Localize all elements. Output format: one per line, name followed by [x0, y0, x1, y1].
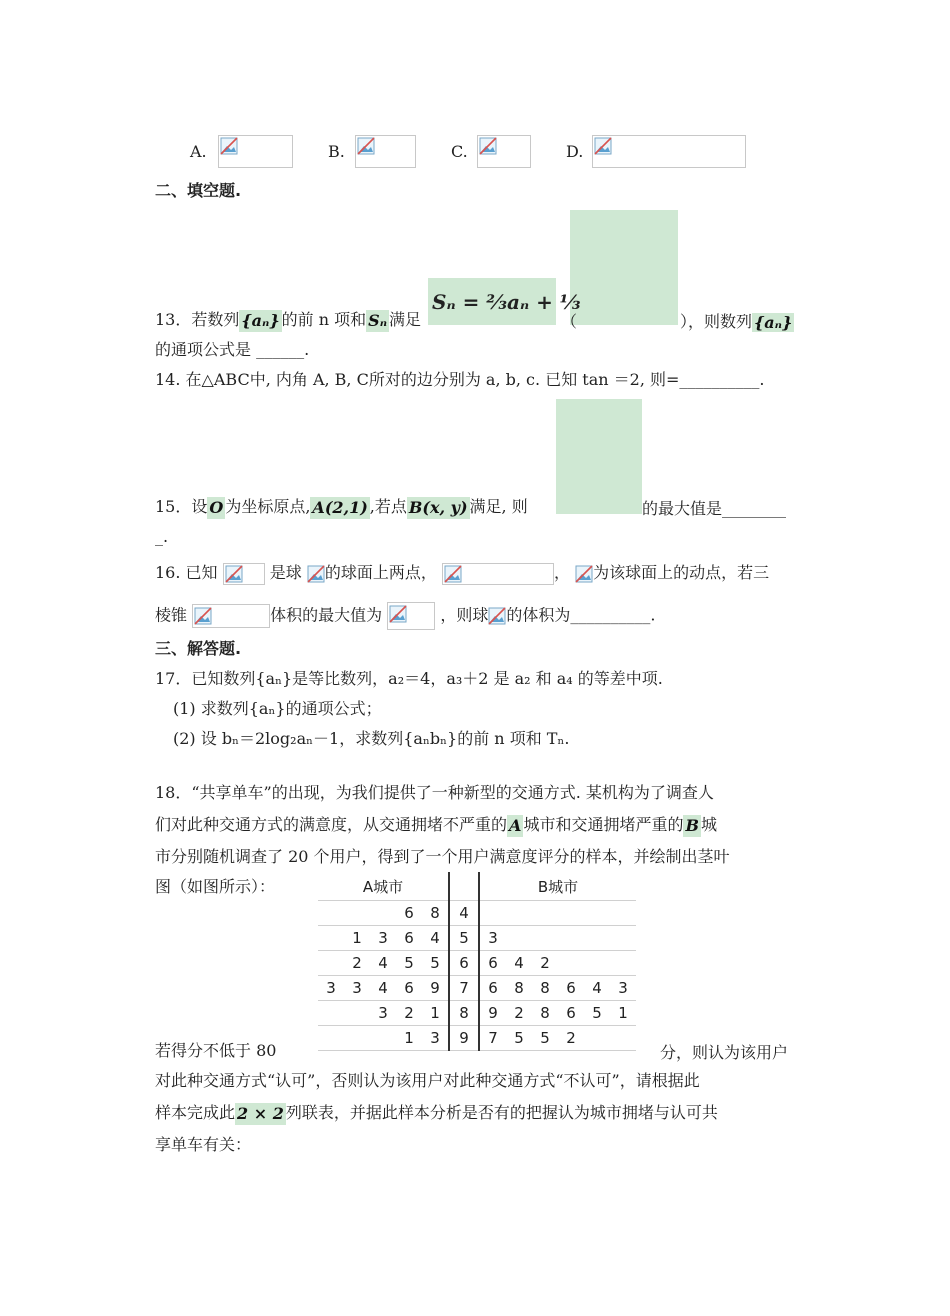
two-by-two-math: 2 × 2 — [237, 1103, 284, 1123]
leaf-a — [318, 951, 344, 976]
q16-image-ab — [223, 563, 265, 585]
leaf-b — [558, 951, 584, 976]
leaf-a: 2 — [396, 1001, 422, 1026]
q17-line1: 17．已知数列{aₙ}是等比数列，a₂＝4，a₃＋2 是 a₂ 和 a₄ 的等差中项. — [155, 669, 663, 688]
q18-line5b: 分，则认为该用户 — [660, 1043, 789, 1062]
leaf-b — [610, 951, 636, 976]
leaf-b — [558, 901, 584, 926]
leaf-a — [318, 926, 344, 951]
leaf-a: 4 — [370, 951, 396, 976]
q13-paren-open: （ — [561, 312, 578, 331]
q15-constraint-image — [556, 399, 642, 514]
stem-leaf-row — [318, 1026, 636, 1051]
q13-formula: Sₙ = ⅔aₙ + ⅓ — [432, 290, 581, 314]
q16-image-angle — [442, 563, 554, 585]
point-o-math: O — [209, 497, 224, 517]
leaf-b: 6 — [479, 976, 506, 1001]
leaf-a — [370, 901, 396, 926]
stem-value: 9 — [449, 1026, 479, 1051]
leaf-a: 6 — [396, 926, 422, 951]
leaf-b — [584, 951, 610, 976]
broken-image-icon — [389, 605, 407, 623]
q16-image-pyramid — [192, 604, 270, 628]
leaf-a: 9 — [422, 976, 449, 1001]
q17-line3: (2) 设 bₙ＝2log₂aₙ－1，求数列{aₙbₙ}的前 n 项和 Tₙ. — [173, 729, 570, 748]
leaf-b — [584, 926, 610, 951]
leaf-b: 3 — [479, 926, 506, 951]
stem-value: 4 — [449, 901, 479, 926]
leaf-a: 6 — [396, 976, 422, 1001]
q18-line8: 享单车有关： — [155, 1135, 252, 1154]
broken-image-icon — [594, 137, 612, 155]
broken-image-icon — [220, 137, 238, 155]
broken-image-icon — [357, 137, 375, 155]
leaf-a: 1 — [422, 1001, 449, 1026]
leaf-b: 1 — [610, 1001, 636, 1026]
leaf-a: 3 — [422, 1026, 449, 1051]
leaf-b — [558, 926, 584, 951]
stem-value: 7 — [449, 976, 479, 1001]
stem-leaf-row — [318, 926, 636, 951]
leaf-b: 2 — [532, 951, 558, 976]
leaf-a: 3 — [344, 976, 370, 1001]
city-a-header: A城市 — [318, 872, 449, 901]
point-a-math: A(2,1) — [312, 497, 368, 517]
leaf-a — [344, 1026, 370, 1051]
leaf-a: 3 — [318, 976, 344, 1001]
q14-text: 14. 在△ABC中, 内角 A, B, C所对的边分别为 a, b, c. 已知 tan ＝2, 则=__________. — [155, 370, 765, 389]
broken-image-icon — [575, 565, 593, 583]
q18-line3: 市分别随机调查了 20 个用户，得到了一个用户满意度评分的样本，并绘制出茎叶 — [155, 847, 730, 866]
city-b-header: B城市 — [479, 872, 636, 901]
leaf-b: 8 — [532, 1001, 558, 1026]
leaf-b — [506, 926, 532, 951]
broken-image-icon — [444, 565, 462, 583]
q13-condition-image — [570, 210, 678, 325]
leaf-b — [584, 1026, 610, 1051]
leaf-b: 8 — [532, 976, 558, 1001]
leaf-b: 9 — [479, 1001, 506, 1026]
q13-line2: 的通项公式是 ______. — [155, 340, 310, 359]
leaf-a: 2 — [344, 951, 370, 976]
leaf-b: 5 — [584, 1001, 610, 1026]
leaf-a: 4 — [370, 976, 396, 1001]
leaf-b — [610, 1026, 636, 1051]
leaf-a: 5 — [396, 951, 422, 976]
stem-value: 5 — [449, 926, 479, 951]
leaf-b: 5 — [506, 1026, 532, 1051]
leaf-b — [584, 901, 610, 926]
q15-line2: _. — [155, 527, 169, 546]
stem-value: 6 — [449, 951, 479, 976]
city-a-math: A — [509, 815, 522, 835]
leaf-b — [610, 901, 636, 926]
broken-image-icon — [307, 565, 325, 583]
leaf-a — [370, 1026, 396, 1051]
leaf-b — [506, 901, 532, 926]
leaf-a: 1 — [396, 1026, 422, 1051]
s-n-math: Sₙ — [368, 310, 388, 330]
broken-image-icon — [488, 607, 506, 625]
option-a-label: A. — [190, 142, 207, 161]
q18-line6: 对此种交通方式“认可”，否则认为该用户对此种交通方式“不认可”，请根据此 — [155, 1071, 700, 1090]
option-c-label: C. — [451, 142, 468, 161]
q18-line4: 图（如图所示）： — [155, 877, 276, 896]
stem-leaf-row — [318, 1001, 636, 1026]
seq-a-n-math: {aₙ} — [241, 310, 280, 330]
leaf-b: 8 — [506, 976, 532, 1001]
point-b-math: B(x, y) — [408, 497, 468, 517]
q16-line1: 16. 已知 是球 的球面上两点， ， 为该球面上的动点，若三 — [155, 562, 769, 585]
leaf-a — [344, 1001, 370, 1026]
q18-line5a: 若得分不低于 80 — [155, 1041, 277, 1060]
q17-line2: (1) 求数列{aₙ}的通项公式； — [173, 699, 382, 718]
leaf-b — [532, 926, 558, 951]
leaf-a — [318, 1001, 344, 1026]
q18-line1: 18．“共享单车”的出现，为我们提供了一种新型的交通方式. 某机构为了调查人 — [155, 783, 714, 802]
leaf-b: 2 — [506, 1001, 532, 1026]
option-b-label: B. — [328, 142, 345, 161]
leaf-a: 5 — [422, 951, 449, 976]
q16-line2: 棱锥 体积的最大值为 ，则球 的体积为__________. — [155, 602, 655, 630]
leaf-a: 6 — [396, 901, 422, 926]
section-heading-fill-in: 二、填空题. — [155, 181, 242, 200]
leaf-b: 7 — [479, 1026, 506, 1051]
leaf-b — [610, 926, 636, 951]
leaf-b: 6 — [479, 951, 506, 976]
leaf-b: 5 — [532, 1026, 558, 1051]
q18-line7: 样本完成此 2 × 2 列联表，并据此样本分析是否有的把握认为城市拥堵与认可共 — [155, 1103, 718, 1123]
broken-image-icon — [479, 137, 497, 155]
q18-line2: 们对此种交通方式的满意度，从交通拥堵不严重的 A 城市和交通拥堵严重的 B 城 — [155, 815, 717, 835]
leaf-a — [318, 901, 344, 926]
option-d-image — [592, 135, 746, 168]
seq-a-n-math: {aₙ} — [754, 313, 793, 332]
leaf-a — [318, 1026, 344, 1051]
leaf-b: 6 — [558, 976, 584, 1001]
q13-line1: 13．若数列 {aₙ} 的前 n 项和 Sₙ 满足 — [155, 310, 422, 330]
q15-tail: 的最大值是________ — [642, 499, 787, 518]
broken-image-icon — [194, 607, 212, 625]
city-b-math: B — [685, 815, 699, 835]
leaf-a: 3 — [370, 1001, 396, 1026]
stem-leaf-row — [318, 976, 636, 1001]
leaf-a: 4 — [422, 926, 449, 951]
section-heading-solutions: 三、解答题. — [155, 639, 242, 658]
stem-leaf-plot — [318, 872, 636, 1051]
leaf-b: 4 — [584, 976, 610, 1001]
leaf-b — [532, 901, 558, 926]
leaf-b: 2 — [558, 1026, 584, 1051]
leaf-b: 3 — [610, 976, 636, 1001]
stem-value: 8 — [449, 1001, 479, 1026]
stem-leaf-row — [318, 951, 636, 976]
q13-tail: ），则数列 {aₙ} — [680, 312, 793, 332]
stem-header — [449, 872, 479, 901]
leaf-a: 3 — [370, 926, 396, 951]
stem-leaf-header — [318, 872, 636, 901]
q16-image-maxvol — [387, 602, 435, 630]
leaf-a: 1 — [344, 926, 370, 951]
stem-leaf-row — [318, 901, 636, 926]
leaf-a: 8 — [422, 901, 449, 926]
leaf-b: 6 — [558, 1001, 584, 1026]
leaf-a — [344, 901, 370, 926]
broken-image-icon — [225, 565, 243, 583]
leaf-b: 4 — [506, 951, 532, 976]
q15-line1: 15．设 O 为坐标原点, A(2,1) ,若点 B(x, y) 满足, 则 — [155, 497, 528, 517]
option-d-label: D. — [566, 142, 584, 161]
leaf-b — [479, 901, 506, 926]
